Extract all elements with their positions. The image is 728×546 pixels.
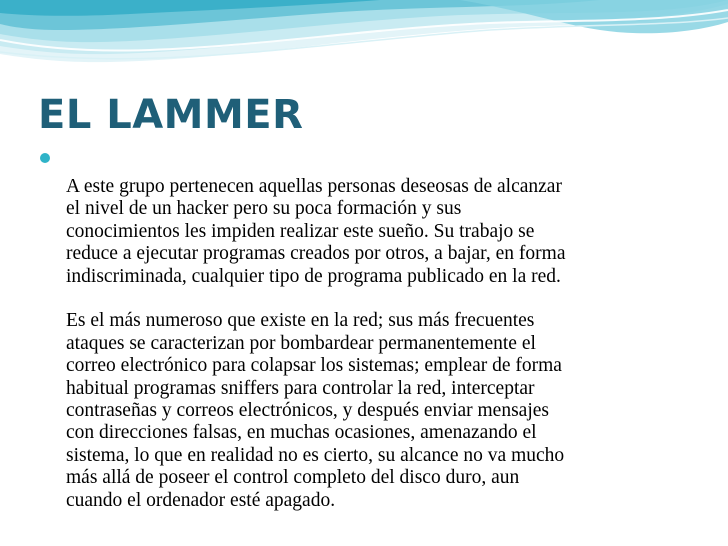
wave-header-decoration: [0, 0, 728, 90]
slide-title: EL LAMMER: [38, 92, 304, 138]
slide-body: [66, 176, 684, 512]
body-paragraph-2: Es el más numeroso que existe en la red; sus más frecuentes ataques se caracterizan por bombardear permanentemente el correo electrónico para colapsar los sistemas; emplear de forma habitual programas sniffers para controlar la red, interceptar contraseñas y correos electrónicos, y después enviar mensajes con direcciones falsas, en muchas ocasiones, amenazando el sistema, lo que en realidad no es cierto, su alcance no va mucho más allá de poseer el control completo del disco duro, aun cuando el ordenador esté apagado.: [66, 310, 565, 511]
round-bullet-icon: [40, 153, 50, 163]
body-paragraph-1: A este grupo pertenecen aquellas personas deseosas de alcanzar el nivel de un hacker pero su poca formación y sus conocimientos les impiden realizar este sueño. Su trabajo se reduce a ejecutar programas creados por otros, a bajar, en forma indiscriminada, cualquier tipo de programa publicado en la red.: [66, 176, 566, 287]
